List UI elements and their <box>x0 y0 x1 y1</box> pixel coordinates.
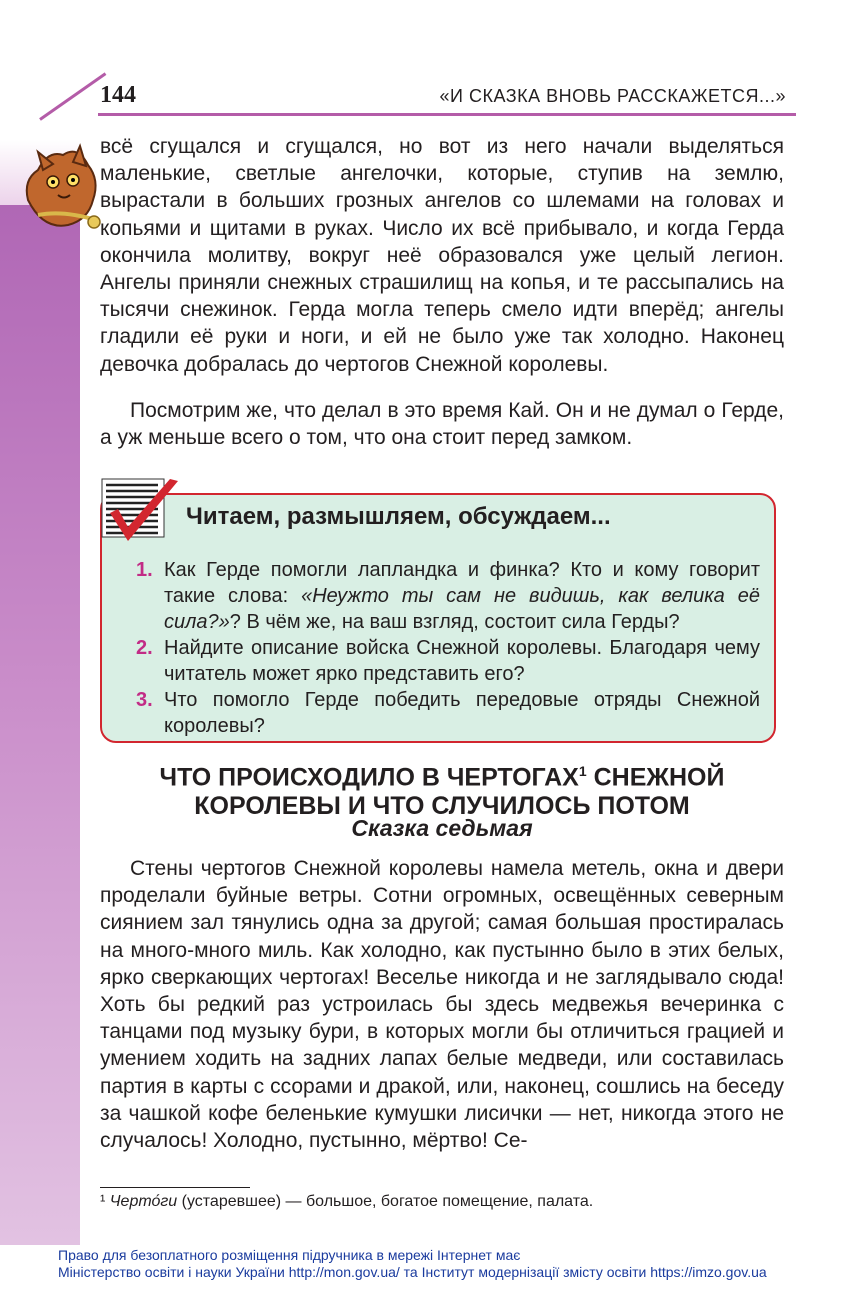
question-number: 3. <box>136 689 153 711</box>
header-rule-diagonal <box>39 72 106 120</box>
questions-title: Читаем, размышляем, обсуждаем... <box>186 503 611 530</box>
paragraph-text: Посмотрим же, что делал в это время Кай. Он и не думал о Герде, а уж меньше всего о том, что она стоит перед замком. <box>100 399 784 450</box>
copyright-line: Право для безоплатного розміщення підручника в мережі Інтернет має <box>58 1247 521 1263</box>
page-number: 144 <box>100 82 136 108</box>
cat-mascot-icon <box>18 140 108 240</box>
section-subtitle: Сказка седьмая <box>351 815 533 841</box>
section-title-text: СНЕЖНОЙ КОРОЛЕВЫ И ЧТО СЛУЧИЛОСЬ ПОТОМ <box>194 763 725 821</box>
footnote-marker: ¹ <box>100 1193 106 1210</box>
margin-band <box>0 205 80 1245</box>
section-title <box>100 757 784 821</box>
footnote-ref: 1 <box>578 763 587 779</box>
question-number: 1. <box>136 559 153 581</box>
question-text: Как Герде помогли лапландка и финка? Кто и кому говорит такие слова: <box>164 559 760 607</box>
questions-list <box>136 557 760 739</box>
question-item <box>136 687 760 739</box>
body-paragraph-2 <box>100 397 784 451</box>
question-item <box>136 635 760 687</box>
copyright-notice <box>58 1247 767 1281</box>
question-text: Что помогло Герде победить передовые отряды Снежной королевы? <box>164 689 760 737</box>
question-text: ? В чём же, на ваш взгляд, состоит сила Герды? <box>229 611 680 633</box>
paragraph-text: всё сгущался и сгущался, но вот из него начали выделяться маленькие, светлые ангелочки, которые, ступив на землю, вырастали в больших грозных ангелов со шлемами на головах и копьями и щитами в руках. Число их всё прибывало, и когда Герда окончила молитву, вокруг неё образовался уже целый легион. Ангелы приняли снежных страшилищ на копья, и те рассыпались на тысячи снежинок. Герда могла теперь смело идти вперёд; ангелы гладили её руки и ноги, и ей не было уже так холодно. Наконец девочка добралась до чертогов Снежной королевы. <box>100 135 784 376</box>
question-item <box>136 557 760 635</box>
copyright-line: Міністерство освіти і науки України http://mon.gov.ua/ та Інститут модернізації змісту освіти https://imzo.gov.ua <box>58 1264 767 1280</box>
question-text: Найдите описание войска Снежной королевы. Благодаря чему читатель может ярко представить его? <box>164 637 760 685</box>
footnote-term: Черто́ги <box>109 1193 178 1210</box>
running-head: «И СКАЗКА ВНОВЬ РАССКАЖЕТСЯ...» <box>439 86 786 106</box>
header-rule <box>98 113 796 116</box>
footnote-text: (устаревшее) — большое, богатое помещение, палата. <box>177 1193 594 1210</box>
body-paragraph-3 <box>100 855 784 1154</box>
question-quote: «Неужто ты сам не видишь, как велика её сила?» <box>164 585 760 633</box>
question-number: 2. <box>136 637 153 659</box>
paragraph-text: Стены чертогов Снежной королевы намела метель, окна и двери проделали буйные ветры. Сотни огромных, освещённых северным сиянием зал тянулись одна за другой; самая большая простиралась на много-много миль. Как холодно, как пустынно было в этих белых, ярко сверкающих чертогах! Веселье никогда и не заглядывало сюда! Хоть бы редкий раз устроилась бы здесь медвежья вечеринка с танцами под музыку бури, в которых могли бы отличиться грацией и умением ходить на задних лапах белые медведи, или составилась партия в карты с ссорами и дракой, или, наконец, сошлись на беседу за чашкой кофе беленькие кумушки лисички — нет, никогда этого не случалось! Холодно, пустынно, мёртво! Се- <box>100 857 784 1153</box>
section-title-text: ЧТО ПРОИСХОДИЛО В ЧЕРТОГАХ <box>159 763 579 792</box>
footnote-rule <box>100 1187 250 1188</box>
body-paragraph-1 <box>100 133 784 378</box>
checkmark-notebook-icon <box>100 473 182 553</box>
footnote <box>100 1193 593 1211</box>
